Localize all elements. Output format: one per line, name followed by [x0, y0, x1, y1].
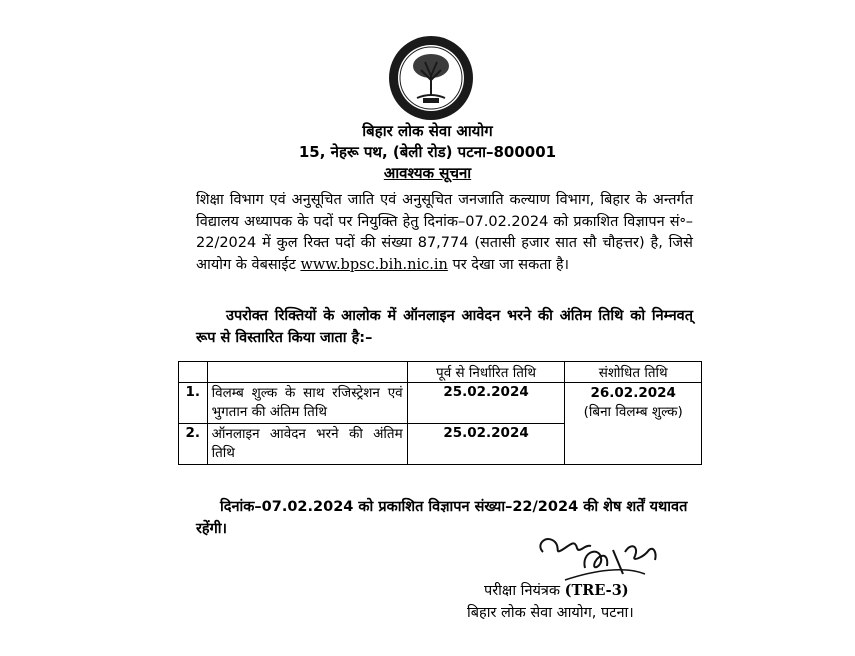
notice-title: आवश्यक सूचना — [383, 164, 472, 182]
row-number: 2. — [179, 424, 208, 465]
org-address: 15, नेहरू पथ, (बेली रोड) पटना–800001 — [298, 143, 557, 161]
row-previous-date: 25.02.2024 — [407, 383, 565, 424]
signatory-org: बिहार लोक सेवा आयोग, पटना। — [467, 605, 634, 621]
row-previous-date: 25.02.2024 — [407, 424, 565, 465]
bpsc-seal-logo — [387, 34, 475, 122]
row-number: 1. — [179, 383, 208, 424]
schedule-table — [178, 361, 702, 465]
header-revised-date: संशोधित तिथि — [565, 362, 702, 383]
header-previous-date: पूर्व से निर्धारित तिथि — [407, 362, 565, 383]
para3-text: दिनांक–07.02.2024 को प्रकाशित विज्ञापन संख्या–22/2024 की शेष शर्तें यथावत रहेंगी। — [196, 499, 688, 537]
revised-date-cell — [565, 383, 702, 465]
signatory-title — [484, 580, 629, 600]
para1-text: शिक्षा विभाग एवं अनुसूचित जाति एवं अनुसूचित जनजाति कल्याण विभाग, बिहार के अन्तर्गत विद्यालय अध्यापक के पदों पर नियुक्ति हेतु दिनांक–07.02.2024 को प्रकाशित विज्ञापन सं॰–22/2024 में कुल रिक्त पदों की संख्या 87,774 (सतासी हजार सात सौ चौहत्तर) है, जिसे आयोग के वेबसाईट — [196, 192, 693, 273]
notice-paragraph-2 — [196, 306, 693, 349]
signatory-title-code: (TRE-3) — [564, 582, 629, 599]
para1-end: पर देखा जा सकता है। — [447, 256, 570, 273]
row-description: ऑनलाइन आवेदन भरने की अंतिम तिथि — [207, 424, 407, 465]
website-link[interactable]: www.bpsc.bih.nic.in — [300, 256, 448, 273]
para2-text: उपरोक्त रिक्तियों के आलोक में ऑनलाइन आवेदन भरने की अंतिम तिथि को निम्नवत् रूप से विस्तारित किया जाता है:– — [196, 308, 693, 346]
org-name-heading: बिहार लोक सेवा आयोग — [362, 122, 493, 140]
row-description: विलम्ब शुल्क के साथ रजिस्ट्रेशन एवं भुगतान की अंतिम तिथि — [207, 383, 407, 424]
header-sno — [179, 362, 208, 383]
notice-paragraph-1 — [196, 190, 693, 276]
header-item — [207, 362, 407, 383]
table-row — [179, 383, 702, 424]
revised-note: (बिना विलम्ब शुल्क) — [583, 404, 683, 420]
signatory-title-hindi: परीक्षा नियंत्रक — [484, 583, 565, 599]
revised-date: 26.02.2024 — [590, 385, 676, 401]
table-header-row — [179, 362, 702, 383]
